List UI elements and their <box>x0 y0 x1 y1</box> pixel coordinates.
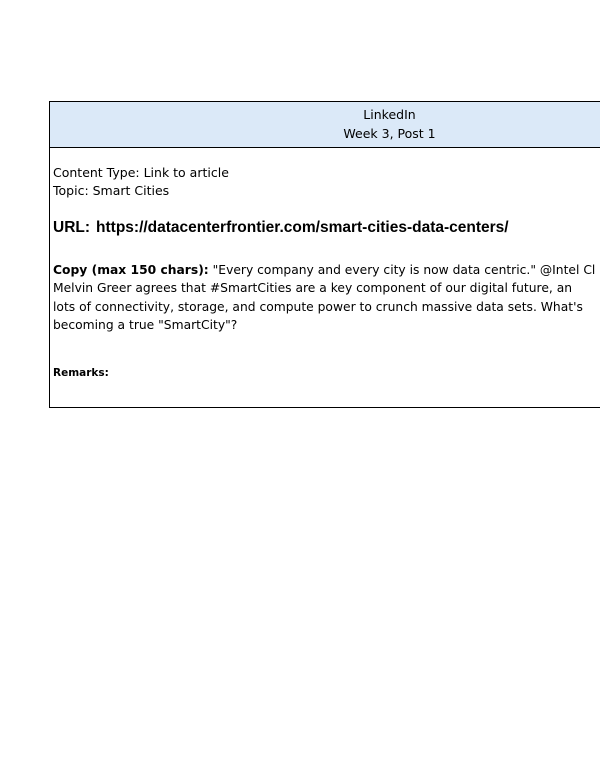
week-post-title: Week 3, Post 1 <box>343 126 436 141</box>
url-row <box>53 219 509 237</box>
copy-block <box>53 261 600 334</box>
copy-line-2: Melvin Greer agrees that #SmartCities are a key component of our digital future, an <box>53 281 573 296</box>
copy-text-1: "Every company and every city is now data centric." @Intel Cl <box>208 263 596 277</box>
content-sheet <box>49 101 600 408</box>
remarks-label: Remarks: <box>53 367 109 379</box>
content-type: Content Type: Link to article <box>53 165 229 180</box>
url-link[interactable]: https://datacenterfrontier.com/smart-cities-data-centers/ <box>96 219 509 236</box>
url-label: URL: <box>53 219 91 236</box>
copy-line-4: becoming a true "SmartCity"? <box>53 317 238 332</box>
platform-title: LinkedIn <box>363 107 416 122</box>
copy-line-3: lots of connectivity, storage, and compute power to crunch massive data sets. What's <box>53 299 583 314</box>
topic: Topic: Smart Cities <box>53 183 170 198</box>
sheet-header <box>50 102 600 148</box>
copy-line-1 <box>53 261 600 279</box>
copy-label: Copy (max 150 chars): <box>53 263 209 277</box>
content-meta <box>53 164 229 200</box>
